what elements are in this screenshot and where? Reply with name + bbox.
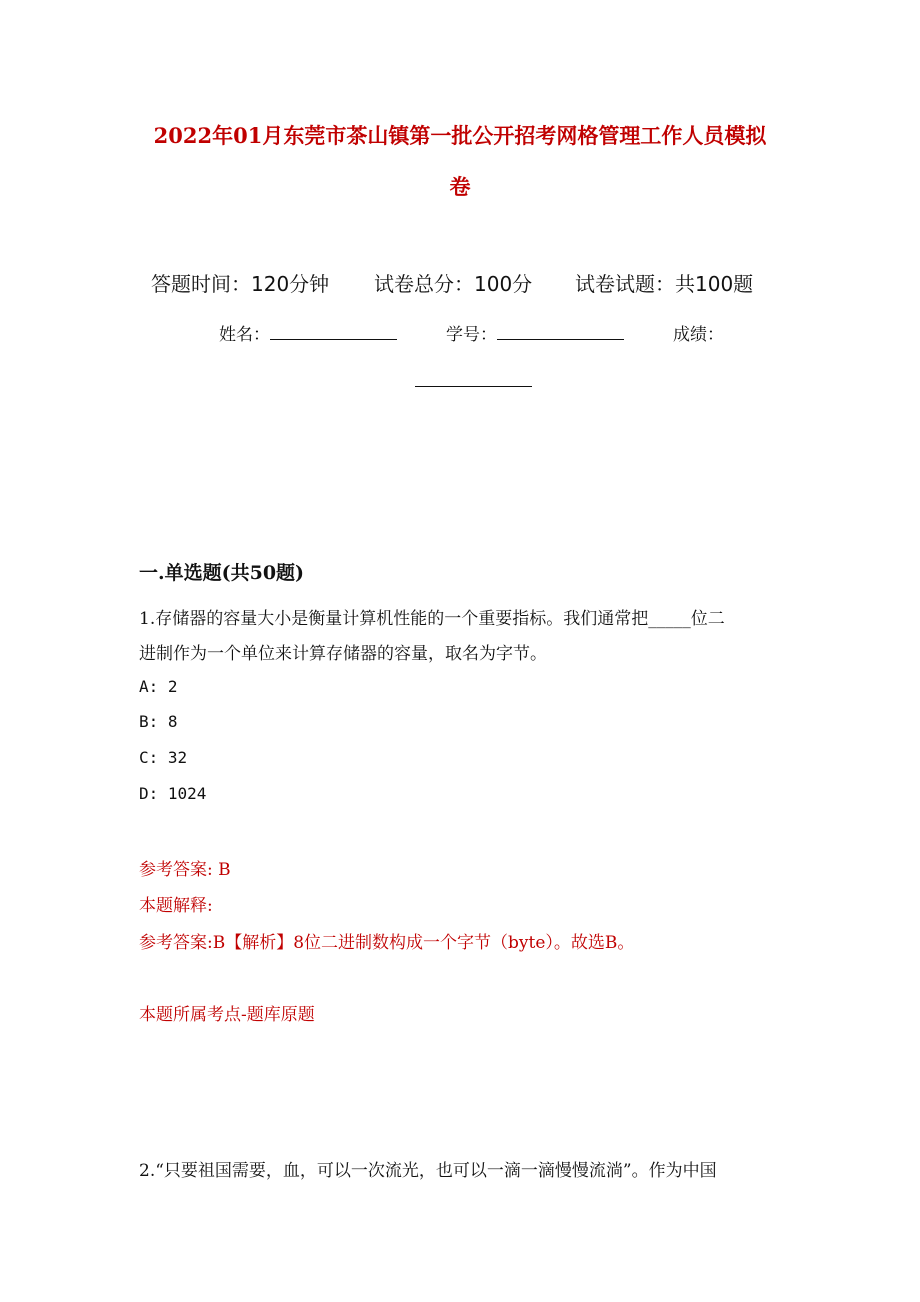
- student-id-blank: [497, 321, 624, 340]
- exam-title-line-2: 卷: [449, 174, 471, 199]
- score-label: 成绩：: [673, 325, 724, 345]
- question-1-explanation: 参考答案:B【解析】8位二进制数构成一个字节（byte）。故选B。: [139, 933, 635, 953]
- question-1-explain-label: 本题解释:: [139, 896, 213, 916]
- question-1-source: 本题所属考点-题库原题: [139, 1005, 315, 1025]
- exam-time: 答题时间：120分钟: [151, 272, 330, 296]
- question-1-line-1: 1.存储器的容量大小是衡量计算机性能的一个重要指标。我们通常把_____位二: [139, 609, 725, 629]
- section-heading: 一.单选题(共50题): [139, 562, 305, 584]
- score-blank: [415, 386, 532, 387]
- student-id-field: [446, 320, 624, 345]
- exam-question-count: 试卷试题：共100题: [575, 272, 754, 296]
- name-blank: [270, 321, 397, 340]
- name-field: [219, 320, 397, 345]
- question-1-option-c: C: 32: [139, 748, 188, 767]
- exam-total-score: 试卷总分：100分: [374, 272, 533, 296]
- question-1-option-d: D: 1024: [139, 784, 207, 803]
- question-2-line-1: 2.“只要祖国需要，血，可以一次流光，也可以一滴一滴慢慢流淌”。作为中国: [139, 1161, 717, 1181]
- question-1-option-b: B: 8: [139, 712, 178, 731]
- question-1-answer: 参考答案: B: [139, 860, 231, 880]
- question-1-line-2: 进制作为一个单位来计算存储器的容量，取名为字节。: [139, 644, 547, 664]
- question-1-option-a: A: 2: [139, 677, 178, 696]
- name-label: 姓名：: [219, 325, 270, 345]
- student-id-label: 学号：: [446, 325, 497, 345]
- exam-title-line-1: 2022年01月东莞市茶山镇第一批公开招考网格管理工作人员模拟: [153, 123, 767, 148]
